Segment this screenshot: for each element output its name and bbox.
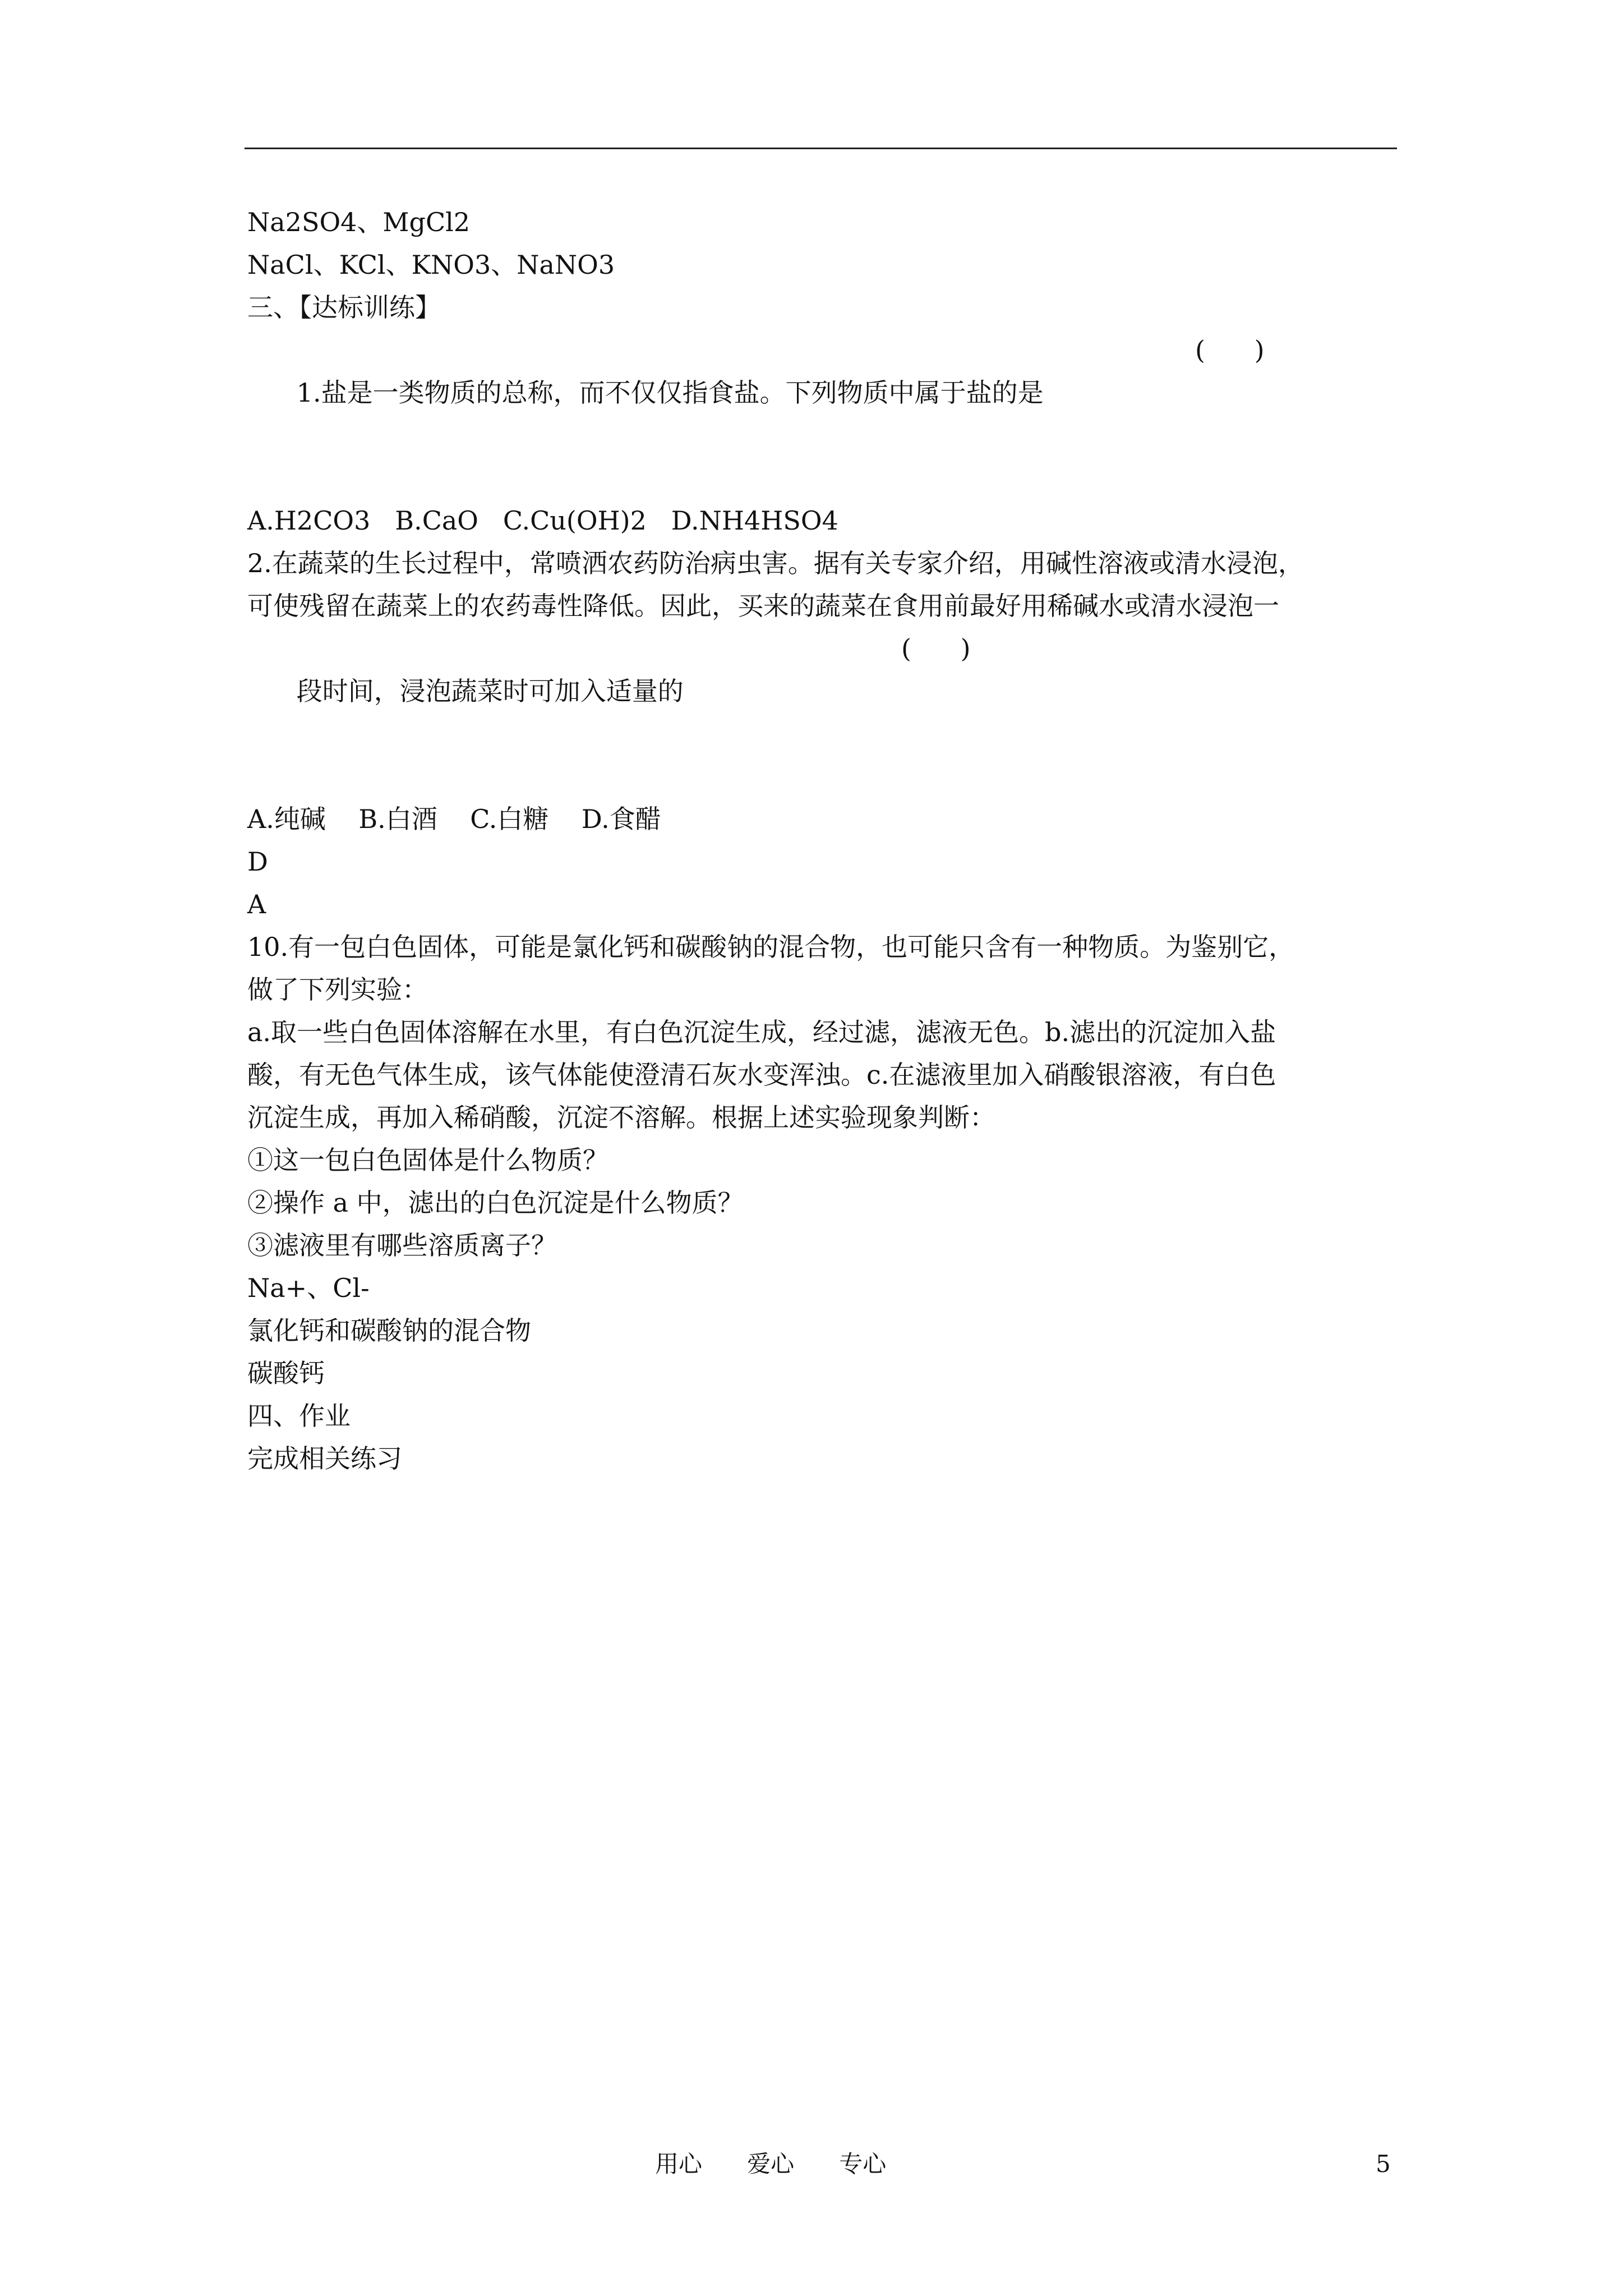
page-number: 5 <box>1376 2150 1391 2178</box>
question-10-line-4: 酸，有无色气体生成，该气体能使澄清石灰水变浑浊。c.在滤液里加入硝酸银溶液，有白色 <box>247 1060 1276 1090</box>
question-2-line-1: 2.在蔬菜的生长过程中，常喷洒农药防治病虫害。据有关专家介绍，用碱性溶液或清水浸泡， <box>247 548 1304 578</box>
question-1-text: 1.盐是一类物质的总称，而不仅仅指食盐。下列物质中属于盐的是 <box>296 378 1044 408</box>
question-10-sub-1: ①这一包白色固体是什么物质？ <box>247 1145 608 1175</box>
question-10-line-1: 10.有一包白色固体，可能是氯化钙和碳酸钠的混合物，也可能只含有一种物质。为鉴别它， <box>247 932 1295 962</box>
question-1-answer-blank: ( ) <box>1195 335 1265 365</box>
question-10-line-5: 沉淀生成，再加入稀硝酸，沉淀不溶解。根据上述实验现象判断： <box>247 1102 995 1133</box>
section-heading-training: 三、【达标训练】 <box>247 292 441 323</box>
footer-motto: 用心 爱心 专心 <box>655 2150 887 2178</box>
question-10-sub-2: ②操作 a 中，滤出的白色沉淀是什么物质？ <box>247 1188 744 1218</box>
answer-line-5: 碳酸钙 <box>247 1358 325 1388</box>
section-heading-homework: 四、作业 <box>247 1401 351 1431</box>
question-10-sub-3: ③滤液里有哪些溶质离子？ <box>247 1230 557 1260</box>
question-1-options: A.H2CO3 B.CaO C.Cu(OH)2 D.NH4HSO4 <box>247 505 838 536</box>
answer-line-4: 氯化钙和碳酸钠的混合物 <box>247 1315 531 1346</box>
answer-line-1: D <box>247 846 268 877</box>
question-2-line-2: 可使残留在蔬菜上的农药毒性降低。因此，买来的蔬菜在食用前最好用稀碱水或清水浸泡一 <box>247 591 1279 621</box>
homework-text: 完成相关练习 <box>247 1443 402 1474</box>
question-10-line-3: a.取一些白色固体溶解在水里，有白色沉淀生成，经过滤，滤液无色。b.滤出的沉淀加入盐 <box>247 1017 1276 1047</box>
question-1 <box>247 329 1397 499</box>
header-rule <box>245 148 1397 149</box>
text-line-salts-1: Na2SO4、MgCl2 <box>247 207 471 237</box>
question-10-line-2: 做了下列实验： <box>247 974 428 1005</box>
question-2-answer-blank: ( ) <box>901 633 971 664</box>
question-2-text: 段时间，浸泡蔬菜时可加入适量的 <box>296 676 684 706</box>
page-content <box>247 201 1397 1480</box>
question-2-line-3 <box>247 627 1397 798</box>
text-line-salts-2: NaCl、KCl、KNO3、NaNO3 <box>247 250 615 280</box>
answer-line-2: A <box>247 889 266 919</box>
answer-line-3: Na+、Cl- <box>247 1273 370 1303</box>
question-2-options: A.纯碱 B.白酒 C.白糖 D.食醋 <box>247 804 661 834</box>
